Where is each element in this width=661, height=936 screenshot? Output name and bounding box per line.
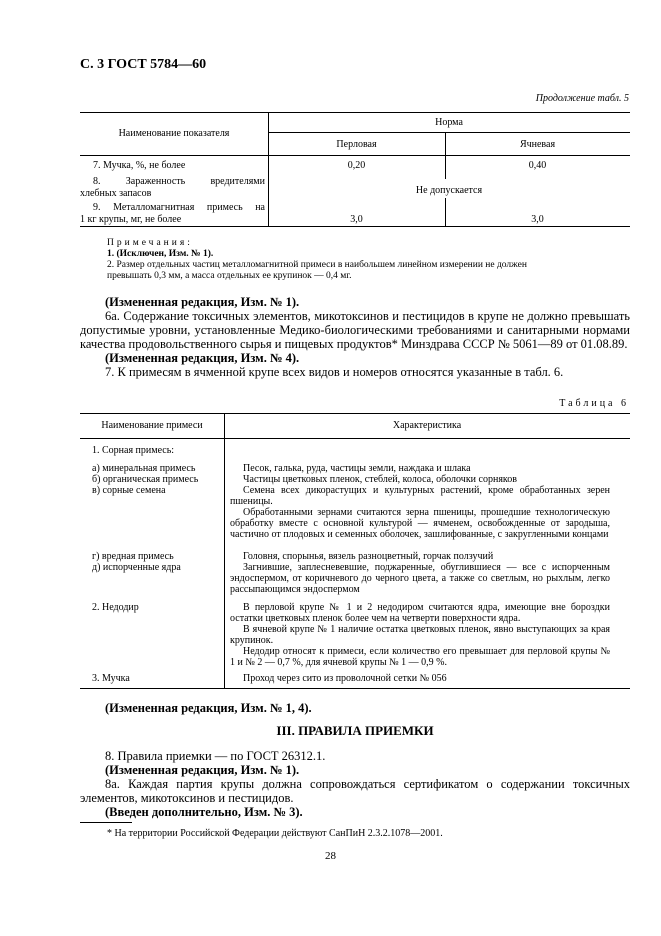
body-text-2 — [80, 749, 630, 819]
paragraph-8a: 8а. Каждая партия крупы должна сопровождаться сертификатом о содержании токсичных элементов, микотоксинов и пестицидов. — [80, 777, 630, 805]
row-char: Недодир относят к примеси, если количество его превышает для перловой крупы № 1 и № 2 — 0,7 %, для ячневой крупы № 1 — 0,9 %. — [230, 646, 610, 668]
cell-value: 3,0 — [350, 214, 363, 225]
col-header-name: Наименование показателя — [118, 128, 230, 139]
paragraph-8: 8. Правила приемки — по ГОСТ 26312.1. — [105, 749, 326, 763]
table-6-label: Таблица 6 — [559, 398, 629, 409]
edit-note: (Измененная редакция, Изм. № 1). — [105, 763, 300, 777]
row-name: 8. Зараженность вредителями — [93, 176, 265, 187]
note-2-cont: превышать 0,3 мм, а масса отдельных ее крупинок — 0,4 мг. — [107, 271, 352, 281]
footnote-rule — [80, 822, 132, 823]
page-number: 28 — [325, 850, 336, 862]
paragraph-7: 7. К примесям в ячменной крупе всех видов и номеров относятся указанные в табл. 6. — [105, 365, 564, 379]
row-name: 2. Недодир — [92, 602, 139, 613]
cell-value: 0,20 — [347, 160, 366, 171]
row-name: в) сорные семена — [92, 485, 166, 496]
row-char: Проход через сито из проволочной сетки № 056 — [243, 673, 447, 684]
col-header-norm: Норма — [435, 117, 463, 128]
row-name: 3. Мучка — [92, 673, 130, 684]
row-name-cont: хлебных запасов — [80, 188, 152, 199]
paragraph-6a: 6а. Содержание токсичных элементов, микотоксинов и пестицидов в крупе не должно превышать допустимые уровни, установленные Медико-биологическими требованиями и санитарными нормами качества продовольственного сырья и пищевых продуктов* Минздрава СССР № 5061—89 от 01.08.89. — [80, 309, 630, 351]
notes-title: Примечания: — [107, 238, 193, 248]
note-2: 2. Размер отдельных частиц металломагнитной примеси в наибольшем линейном измерении не должен — [107, 260, 527, 270]
body-text — [80, 295, 630, 379]
table-continuation-label: Продолжение табл. 5 — [535, 93, 629, 104]
edit-note: (Измененная редакция, Изм. № 1, 4). — [105, 701, 312, 715]
row-name-cont: 1 кг крупы, мг, не более — [80, 214, 182, 225]
table-notes — [107, 238, 527, 282]
col-header-barley: Ячневая — [519, 139, 556, 150]
note-1: 1. (Исключен, Изм. № 1). — [107, 249, 214, 259]
row-name: а) минеральная примесь — [92, 463, 196, 474]
row-name: г) вредная примесь — [92, 551, 174, 562]
footnote: * На территории Российской Федерации действуют СанПиН 2.3.2.1078—2001. — [107, 828, 443, 839]
row-name: д) испорченные ядра — [92, 562, 181, 573]
cell-merged: Не допускается — [415, 185, 483, 196]
col-header-pearl: Перловая — [336, 139, 377, 150]
row-char: В ячневой крупе № 1 наличие остатка цветковых пленок, явно выступающих за края крупинок. — [230, 624, 610, 646]
section-title: III. ПРАВИЛА ПРИЕМКИ — [276, 723, 434, 738]
row-char: Частицы цветковых пленок, стеблей, колоса, оболочки сорняков — [243, 474, 517, 485]
edit-note: (Измененная редакция, Изм. № 4). — [105, 351, 300, 365]
cell-value: 0,40 — [528, 160, 547, 171]
edit-note: (Измененная редакция, Изм. № 1). — [105, 295, 300, 309]
col-header-name: Наименование примеси — [101, 420, 203, 431]
row-name: б) органическая примесь — [92, 474, 199, 485]
edit-note: (Введен дополнительно, Изм. № 3). — [105, 805, 303, 819]
col-header-char: Характеристика — [392, 420, 462, 431]
row-char: Семена всех дикорастущих и культурных растений, кроме обработанных зерен пшеницы. — [230, 485, 610, 507]
row-name: 7. Мучка, %, не более — [93, 160, 186, 171]
row-name: 1. Сорная примесь: — [92, 445, 175, 456]
row-char: Головня, спорынья, вязель разноцветный, горчак ползучий — [243, 551, 494, 562]
row-char: Загнившие, заплесневевшие, поджаренные, обуглившиеся — все с испорченным эндоспермом, от коричневого до черного цвета, а также со светлым, но рыхлым, легко рассыпающимся эндоспермом — [230, 562, 610, 595]
row-char: Обработанными зернами считаются зерна пшеницы, прошедшие технологическую обработку вместе с основной культурой — ячменем, освобожденные от зародыша, частично от плодовых и семенных оболочек, зашлифованные, с закругленными концами — [230, 507, 610, 540]
row-name: 9. Металломагнитная примесь на — [93, 202, 265, 213]
row-char: В перловой крупе № 1 и 2 недодиром считаются ядра, имеющие вне бороздки остатки цветковых пленок более чем на четверти поверхности ядра. — [230, 602, 610, 624]
page-header: С. 3 ГОСТ 5784—60 — [80, 57, 207, 72]
cell-value: 3,0 — [531, 214, 544, 225]
row-char: Песок, галька, руда, частицы земли, наждака и шлака — [243, 463, 471, 474]
